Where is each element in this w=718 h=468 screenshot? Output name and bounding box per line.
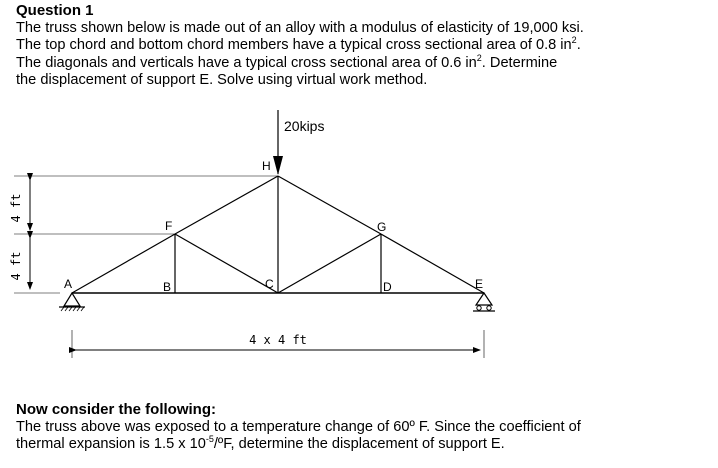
height-dimension [9,176,278,293]
load-label: 20kips [284,118,325,134]
node-label-G: G [377,220,387,234]
member-A-F [72,234,175,293]
question-line-1: The truss shown below is made out of an alloy with a modulus of elasticity of 19,000 ksi. [16,20,584,36]
member-C-G [278,234,381,293]
span-dim-label: 4 x 4 ft [249,333,307,347]
height-dim-bottom: 4 ft [9,251,23,281]
followup-line-2: thermal expansion is 1.5 x $10^{-5}/ºF$, determine the displacement of support E. [16,434,505,453]
node-label-B: B [163,280,172,294]
followup-line-1: The truss above was exposed to a temperature change of 60º F. Since the coefficient of [16,419,581,435]
member-H-G [278,176,381,234]
question-line-2: The top chord and bottom chord members have a typical cross sectional area of 0.8 $in^2$. [16,35,581,54]
member-F-H [175,176,278,234]
node-label-E: E [475,277,484,291]
followup-text [16,419,706,454]
question-line-3: The diagonals and verticals have a typical cross sectional area of 0.6 $in^2$. Determine [16,52,558,71]
node-label-F: F [165,219,173,233]
member-F-C [175,234,278,293]
followup-title: Now consider the following: [16,401,216,418]
question-line-4: the displacement of support E. Solve using virtual work method. [16,71,428,88]
span-dimension [72,330,484,358]
node-label-H: H [262,159,271,173]
roller-support-E [473,293,495,311]
node-label-C: C [265,277,274,291]
height-dim-top: 4 ft [9,193,23,223]
pin-support-A [59,293,85,311]
question-title: Question 1 [16,2,94,19]
node-label-D: D [383,280,392,294]
load-arrow-head [273,156,283,175]
member-G-E [381,234,484,293]
node-label-A: A [64,277,73,291]
